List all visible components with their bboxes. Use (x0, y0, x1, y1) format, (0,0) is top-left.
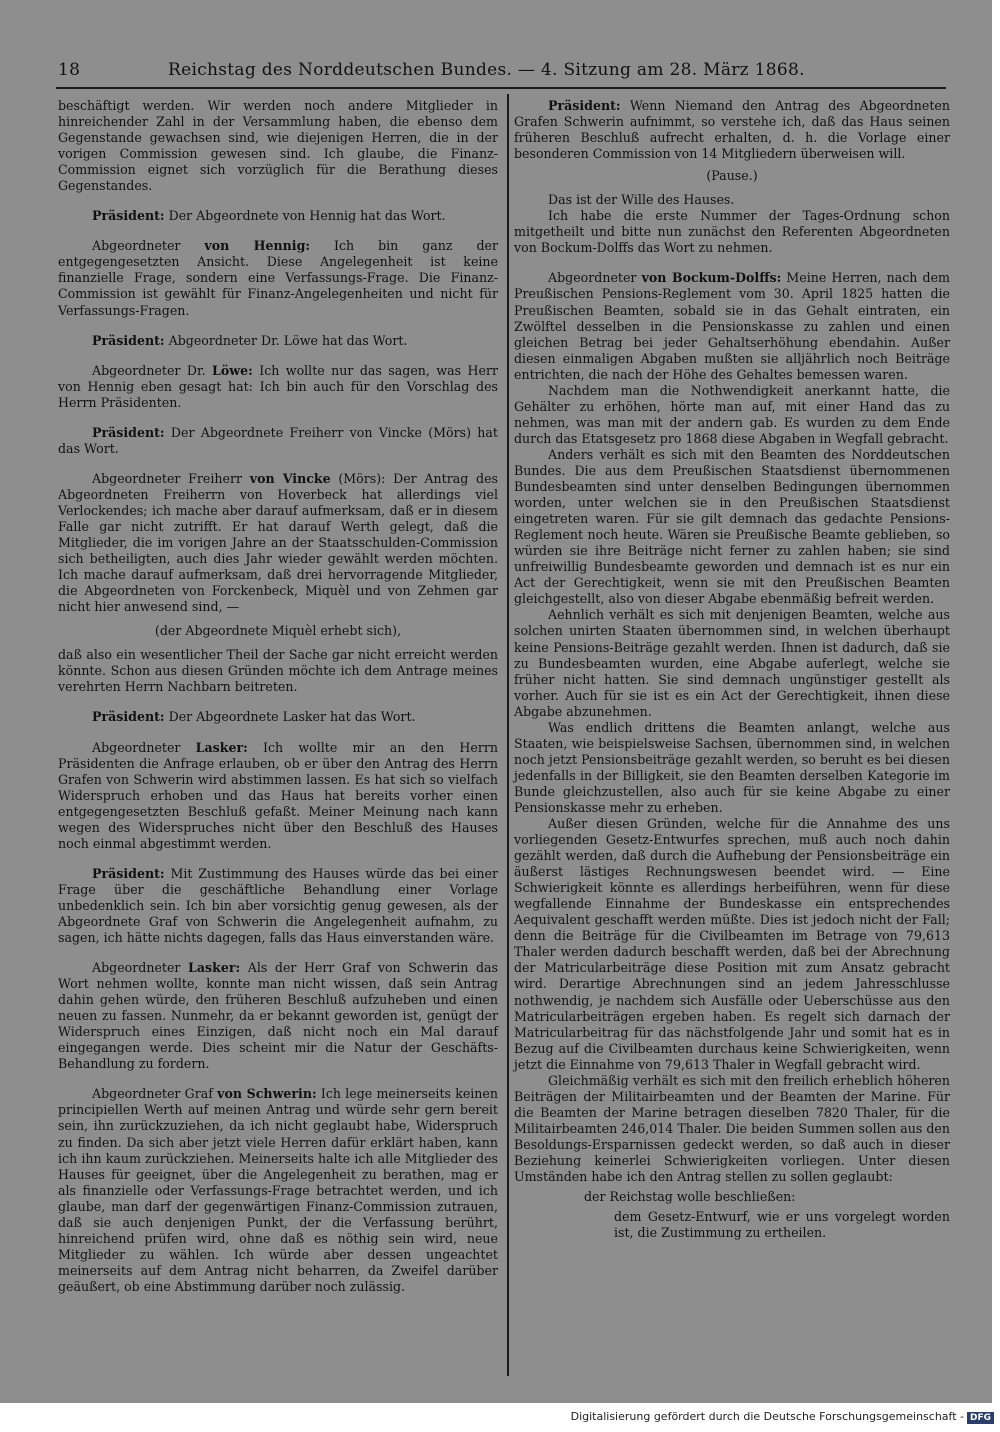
paragraph: Präsident: Mit Zustimmung des Hauses würde das bei einer Frage über die geschäftliche Behandlung einer Vorlage unbedenklich sein. Ich bin aber vorsichtig genug gewesen, als der Abgeordnete Graf von Schwerin die Angelegenheit aufnahm, zu sagen, ich hätte nichts dagegen, falls das Haus einverstanden wäre. (58, 865, 498, 946)
paragraph: Abgeordneter Freiherr von Vincke (Mörs): Der Antrag des Abgeordneten Freiherrn von Hoverbeck hat allerdings viel Verlockendes; ich mache aber darauf aufmerksam, daß er in diesem Falle gar nicht zutrifft. Er hat darauf Werth gelegt, daß die Mitglieder, die im vorigen Jahre an der Staatsschulden-Commission sich betheiligten, auch dies Jahr wieder gewählt werden möchten. Ich mache darauf aufmerksam, daß drei hervorragende Mitglieder, die Abgeordneten von Forckenbeck, Miquèl und von Zehmen gar nicht hier anwesend sind, — (58, 470, 498, 615)
right-column (514, 98, 950, 1241)
paragraph: Anders verhält es sich mit den Beamten des Norddeutschen Bundes. Die aus dem Preußischen Staatsdienst übernommenen Bundesbeamten sind unter denselben Bedingungen übernommen worden, unter welchen sie in den Preußischen Staatsdienst eingetreten waren. Für sie gilt demnach das gedachte Pensions-Reglement noch heute. Wären sie Preußische Beamte geblieben, so würden sie ihre Beiträge nicht ferner zu zahlen haben; sie sind unfreiwillig Bundesbeamte geworden und demnach ist es nur ein Act der Gerechtigkeit, wenn sie mit den Preußischen Beamten gleichgestellt, also von dieser Abgabe ebenmäßig befreit werden. (514, 446, 950, 607)
paragraph: Abgeordneter Lasker: Ich wollte mir an den Herrn Präsidenten die Anfrage erlauben, ob er über den Antrag des Herrn Grafen von Schwerin wird abstimmen lassen. Es hat sich so vielfach Widerspruch erhoben und das Haus hat bereits vorher einen entgegengesetzten Beschluß gefaßt. Meiner Meinung nach kann wegen des Widerspruches nicht über den Beschluß des Hauses noch einmal abgestimmt werden. (58, 739, 498, 851)
motion-text: dem Gesetz-Entwurf, wie er uns vorgelegt worden ist, die Zustimmung zu ertheilen. (614, 1209, 950, 1241)
page-header (58, 60, 918, 80)
paragraph: beschäftigt werden. Wir werden noch andere Mitglieder in hinreichender Zahl in der Versammlung haben, die ebenso dem Gegenstande gewachsen sind, wie diejenigen Herren, die in der vorigen Commission gewesen sind. Ich glaube, die Finanz-Commission eignet sich vorzüglich für die Berathung dieses Gegenstandes. (58, 98, 498, 194)
paragraph: Aehnlich verhält es sich mit denjenigen Beamten, welche aus solchen unirten Staaten übernommen sind, in welchen überhaupt keine Pensions-Beiträge gezahlt werden. Ihnen ist dadurch, daß sie zu Bundesbeamten wurden, eine Abgabe auferlegt, welche sie früher nicht hatten. Sie sind demnach ungünstiger gestellt als vorher. Auch für sie ist es ein Act der Gerechtigkeit, ihnen diese Abgabe abzunehmen. (514, 607, 950, 719)
running-title: Reichstag des Norddeutschen Bundes. — 4. Sitzung am 28. März 1868. (168, 60, 805, 80)
dfg-logo: DFG (967, 1412, 994, 1424)
digitization-credit: Digitalisierung gefördert durch die Deutsche Forschungsgemeinschaft - DFG (571, 1410, 994, 1424)
interjection: (Pause.) (706, 168, 758, 184)
left-column (58, 98, 498, 1309)
paragraph: Abgeordneter Lasker: Als der Herr Graf von Schwerin das Wort nehmen wollte, konnte man nicht wissen, daß sein Antrag dahin gehen würde, den früheren Beschluß aufzuheben und einen neuen zu fassen. Nunmehr, da er bekannt geworden ist, genügt der Widerspruch eines Einzigen, daß nicht noch ein Mal darauf eingegangen werde. Dies scheint mir die Natur der Geschäfts-Behandlung zu fordern. (58, 960, 498, 1072)
paragraph: Präsident: Der Abgeordnete Lasker hat das Wort. (92, 709, 416, 725)
page-number: 18 (58, 60, 81, 80)
paragraph: Abgeordneter Dr. Löwe: Ich wollte nur das sagen, was Herr von Hennig eben gesagt hat: Ich bin auch für den Vorschlag des Herrn Präsidenten. (58, 362, 498, 410)
interjection: (der Abgeordnete Miquèl erhebt sich), (154, 623, 402, 639)
paragraph: daß also ein wesentlicher Theil der Sache gar nicht erreicht werden könnte. Schon aus diesen Gründen möchte ich dem Antrage meines verehrten Herrn Nachbarn beitreten. (58, 647, 498, 695)
paragraph: Abgeordneter von Bockum-Dolffs: Meine Herren, nach dem Preußischen Pensions-Reglement vom 30. April 1825 hatten die Preußischen Beamten, sobald sie in das Gehalt eintraten, ein Zwölftel desselben in die Pensionskasse zu zahlen und einen gleichen Betrag bei jeder Gehaltserhöhung ebendahin. Außer diesen einmaligen Abgaben mußten sie alljährlich noch Beiträge entrichten, die nach der Höhe des Gehaltes bemessen waren. (514, 270, 950, 382)
paragraph: Das ist der Wille des Hauses. (548, 192, 735, 208)
paragraph: Präsident: Wenn Niemand den Antrag des Abgeordneten Grafen Schwerin aufnimmt, so verstehe ich, daß das Haus seinen früheren Beschluß aufrecht erhalten, d. h. die Vorlage einer besonderen Commission von 14 Mitgliedern überweisen will. (514, 98, 950, 162)
header-rule (56, 87, 946, 89)
paragraph: Außer diesen Gründen, welche für die Annahme des uns vorliegenden Gesetz-Entwurfes sprechen, muß auch noch dahin gezählt werden, daß durch die Aufhebung der Pensionsbeiträge ein äußerst lästiges Rechnungswesen beendet wird. — Eine Schwierigkeit könnte es allerdings herbeiführen, wenn für diese wegfallende Einnahme der Bundeskasse ein entsprechendes Aequivalent geschafft werden müßte. Dies ist jedoch nicht der Fall; denn die Beiträge für die Civilbeamten im Betrage von 79,613 Thaler werden dadurch beschafft werden, daß bei der Abrechnung der Matricularbeiträge diese Position mit zum Ansatz gebracht wird. Derartige Abrechnungen sind an jedem Jahresschlusse nothwendig, je nachdem sich Ausfälle oder Ueberschüsse aus den Matricularbeiträgen ergeben haben. Es regelt sich darnach der Matricularbeitrag für das nächstfolgende Jahr und somit hat es in Bezug auf die Civilbeamten durchaus keine Schwierigkeiten, wenn jetzt die Einnahme von 79,613 Thaler in Wegfall gebracht wird. (514, 816, 950, 1072)
motion-line: der Reichstag wolle beschließen: (584, 1189, 796, 1205)
column-divider (507, 94, 509, 1376)
paragraph: Abgeordneter Graf von Schwerin: Ich lege meinerseits keinen principiellen Werth auf meinen Antrag und würde sehr gern bereit sein, ihn zurückzuziehen, da ich nicht geglaubt habe, Widerspruch zu finden. Da sich aber jetzt viele Herren dafür erklärt haben, kann ich ihn kaum zurückziehen. Meinerseits halte ich alle Mitglieder des Hauses für geeignet, über die Angelegenheit zu berathen, mag er als finanzielle oder Verfassungs-Frage betrachtet werden, und ich glaube, man darf der gegenwärtigen Finanz-Commission zutrauen, daß sie auch denjenigen Punkt, der die Verfassung berührt, hinreichend prüfen wird, ohne daß es nöthig sein wird, neue Mitglieder zu wählen. Ich würde aber dessen ungeachtet meinerseits auf dem Antrag nicht beharren, da Zweifel darüber geäußert, ob eine Abstimmung darüber noch zulässig. (58, 1086, 498, 1294)
paragraph: Abgeordneter von Hennig: Ich bin ganz der entgegengesetzten Ansicht. Diese Angelegenheit ist keine finanzielle Frage, sondern eine Verfassungs-Frage. Die Finanz-Commission ist gewählt für Finanz-Angelegenheiten und nicht für Verfassungs-Fragen. (58, 238, 498, 318)
paragraph: Präsident: Der Abgeordnete Freiherr von Vincke (Mörs) hat das Wort. (58, 424, 498, 456)
paragraph: Was endlich drittens die Beamten anlangt, welche aus Staaten, wie beispielsweise Sachsen, übernommen sind, in welchen noch jetzt Pensionsbeiträge gezahlt werden, so beruht es bei diesen jedenfalls in der Billigkeit, sie den Beamten derselben Kategorie im Bunde gleichzustellen, also auch für sie keine Abgabe zu einer Pensionskasse mehr zu erheben. (514, 719, 950, 815)
paragraph: Nachdem man die Nothwendigkeit anerkannt hatte, die Gehälter zu erhöhen, hörte man auf, mit einer Hand das zu nehmen, was man mit der andern gab. Es wurden zu dem Ende durch das Etatsgesetz pro 1868 diese Abgaben in Wegfall gebracht. (514, 382, 950, 446)
paragraph: Präsident: Der Abgeordnete von Hennig hat das Wort. (92, 208, 446, 224)
paragraph: Ich habe die erste Nummer der Tages-Ordnung schon mitgetheilt und bitte nun zunächst den Referenten Abgeordneten von Bockum-Dolffs das Wort zu nehmen. (514, 208, 950, 256)
paragraph: Präsident: Abgeordneter Dr. Löwe hat das Wort. (92, 332, 408, 348)
paragraph: Gleichmäßig verhält es sich mit den freilich erheblich höheren Beiträgen der Militairbeamten und der Beamten der Marine. Für die Beamten der Marine betragen dieselben 7820 Thaler, für die Militairbeamten 246,014 Thaler. Die beiden Summen sollen aus den Besoldungs-Ersparnissen gedeckt werden, so daß auch in dieser Beziehung keinerlei Schwierigkeiten vorliegen. Unter diesen Umständen habe ich den Antrag stellen zu sollen geglaubt: (514, 1072, 950, 1185)
